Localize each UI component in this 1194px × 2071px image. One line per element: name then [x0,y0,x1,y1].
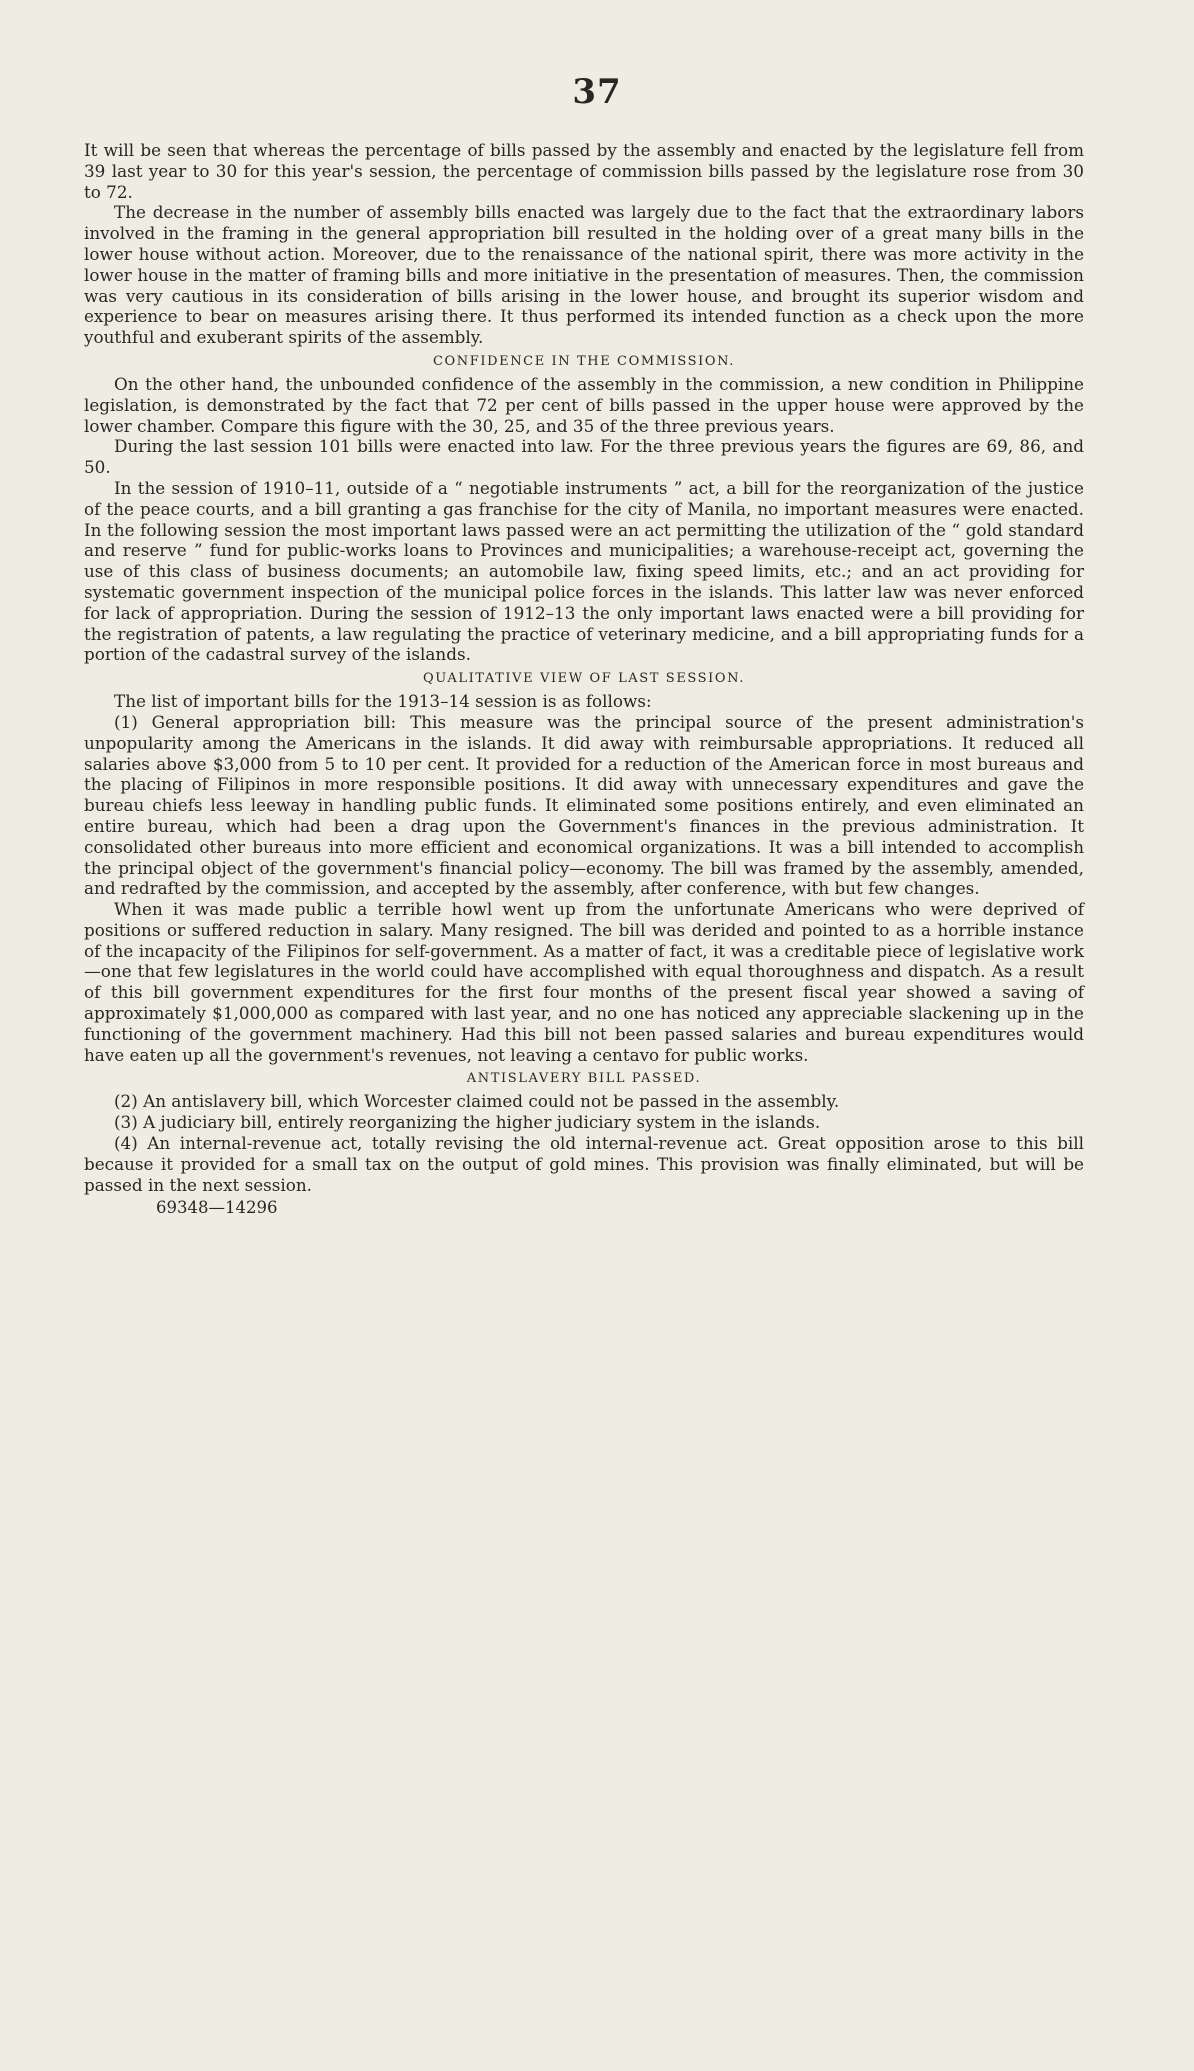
section-heading-antislavery: ANTISLAVERY BILL PASSED. [466,1071,702,1087]
list-item: (3) A judiciary bill, entirely reorganizing the higher judiciary system in the islands. [114,1112,821,1133]
print-code: 69348—14296 [156,1198,278,1218]
list-item: (4) An internal-revenue act, totally revising the old internal-revenue act. Great opposition arose to this bill because it provided for a small tax on the output of gold mines. This provision was finally eliminated, but will be passed in the next session. [84,1133,1084,1195]
paragraph: It will be seen that whereas the percentage of bills passed by the assembly and enacted by the legislature fell from 39 last year to 30 for this year's session, the percentage of commission bills passed by the legislature rose from 30 to 72. [84,140,1084,202]
list-item: (1) General appropriation bill: This measure was the principal source of the present administration's unpopularity among the Americans in the islands. It did away with reimbursable appropriations. It reduced all salaries above $3,000 from 5 to 10 per cent. It provided for a reduction of the American force in most bureaus and the placing of Filipinos in more responsible positions. It did away with unnecessary expenditures and gave the bureau chiefs less leeway in handling public funds. It eliminated some positions entirely, and even eliminated an entire bureau, which had been a drag upon the Government's finances in the previous administration. It consolidated other bureaus into more efficient and economical organizations. It was a bill intended to accomplish the principal object of the government's financial policy—economy. The bill was framed by the assembly, amended, and redrafted by the commission, and accepted by the assembly, after conference, with but few changes. [84,711,1084,899]
paragraph: The decrease in the number of assembly bills enacted was largely due to the fact that the extraordinary labors involved in the framing in the general appropriation bill resulted in the holding over of a great many bills in the lower house without action. Moreover, due to the renaissance of the national spirit, there was more activity in the lower house in the matter of framing bills and more initiative in the presentation of measures. Then, the commission was very cautious in its consideration of bills arising in the lower house, and brought its superior wisdom and experience to bear on measures arising there. It thus performed its intended function as a check upon the more youthful and exuberant spirits of the assembly. [84,202,1084,348]
paragraph: During the last session 101 bills were enacted into law. For the three previous years the figures are 69, 86, and 50. [84,436,1084,478]
section-heading-confidence: CONFIDENCE IN THE COMMISSION. [432,353,736,369]
paragraph: The list of important bills for the 1913–14 session is as follows: [114,691,652,712]
page-number: 37 [572,72,622,112]
paragraph: When it was made public a terrible howl went up from the unfortunate Americans who were deprived of positions or suffered reduction in salary. Many resigned. The bill was derided and pointed to as a horrible instance of the incapacity of the Filipinos for self-government. As a matter of fact, it was a creditable piece of legislative work—one that few legislatures in the world could have accomplished with equal thoroughness and dispatch. As a result of this bill government expenditures for the first four months of the present fiscal year showed a saving of approximately $1,000,000 as compared with last year, and no one has noticed any appreciable slackening up in the functioning of the government machinery. Had this bill not been passed salaries and bureau expenditures would have eaten up all the government's revenues, not leaving a centavo for public works. [84,899,1084,1065]
paragraph: On the other hand, the unbounded confidence of the assembly in the commission, a new condition in Philippine legislation, is demonstrated by the fact that 72 per cent of bills passed in the upper house were approved by the lower chamber. Compare this figure with the 30, 25, and 35 of the three previous years. [84,373,1084,436]
paragraph: In the session of 1910–11, outside of a “ negotiable instruments ” act, a bill for the reorganization of the justice of the peace courts, and a bill granting a gas franchise for the city of Manila, no important measures were enacted. In the following session the most important laws passed were an act permitting the utilization of the “ gold standard and reserve ” fund for public-works loans to Provinces and municipalities; a warehouse-receipt act, governing the use of this class of business documents; an automobile law, fixing speed limits, etc.; and an act providing for systematic government inspection of the municipal police forces in the islands. This latter law was never enforced for lack of appropriation. During the session of 1912–13 the only important laws enacted were a bill providing for the registration of patents, a law regulating the practice of veterinary medicine, and a bill appropriating funds for a portion of the cadastral survey of the islands. [84,477,1084,665]
list-item: (2) An antislavery bill, which Worcester claimed could not be passed in the assembly. [114,1091,840,1112]
body-text [84,140,1084,1219]
section-heading-qualitative: QUALITATIVE VIEW OF LAST SESSION. [422,671,746,687]
